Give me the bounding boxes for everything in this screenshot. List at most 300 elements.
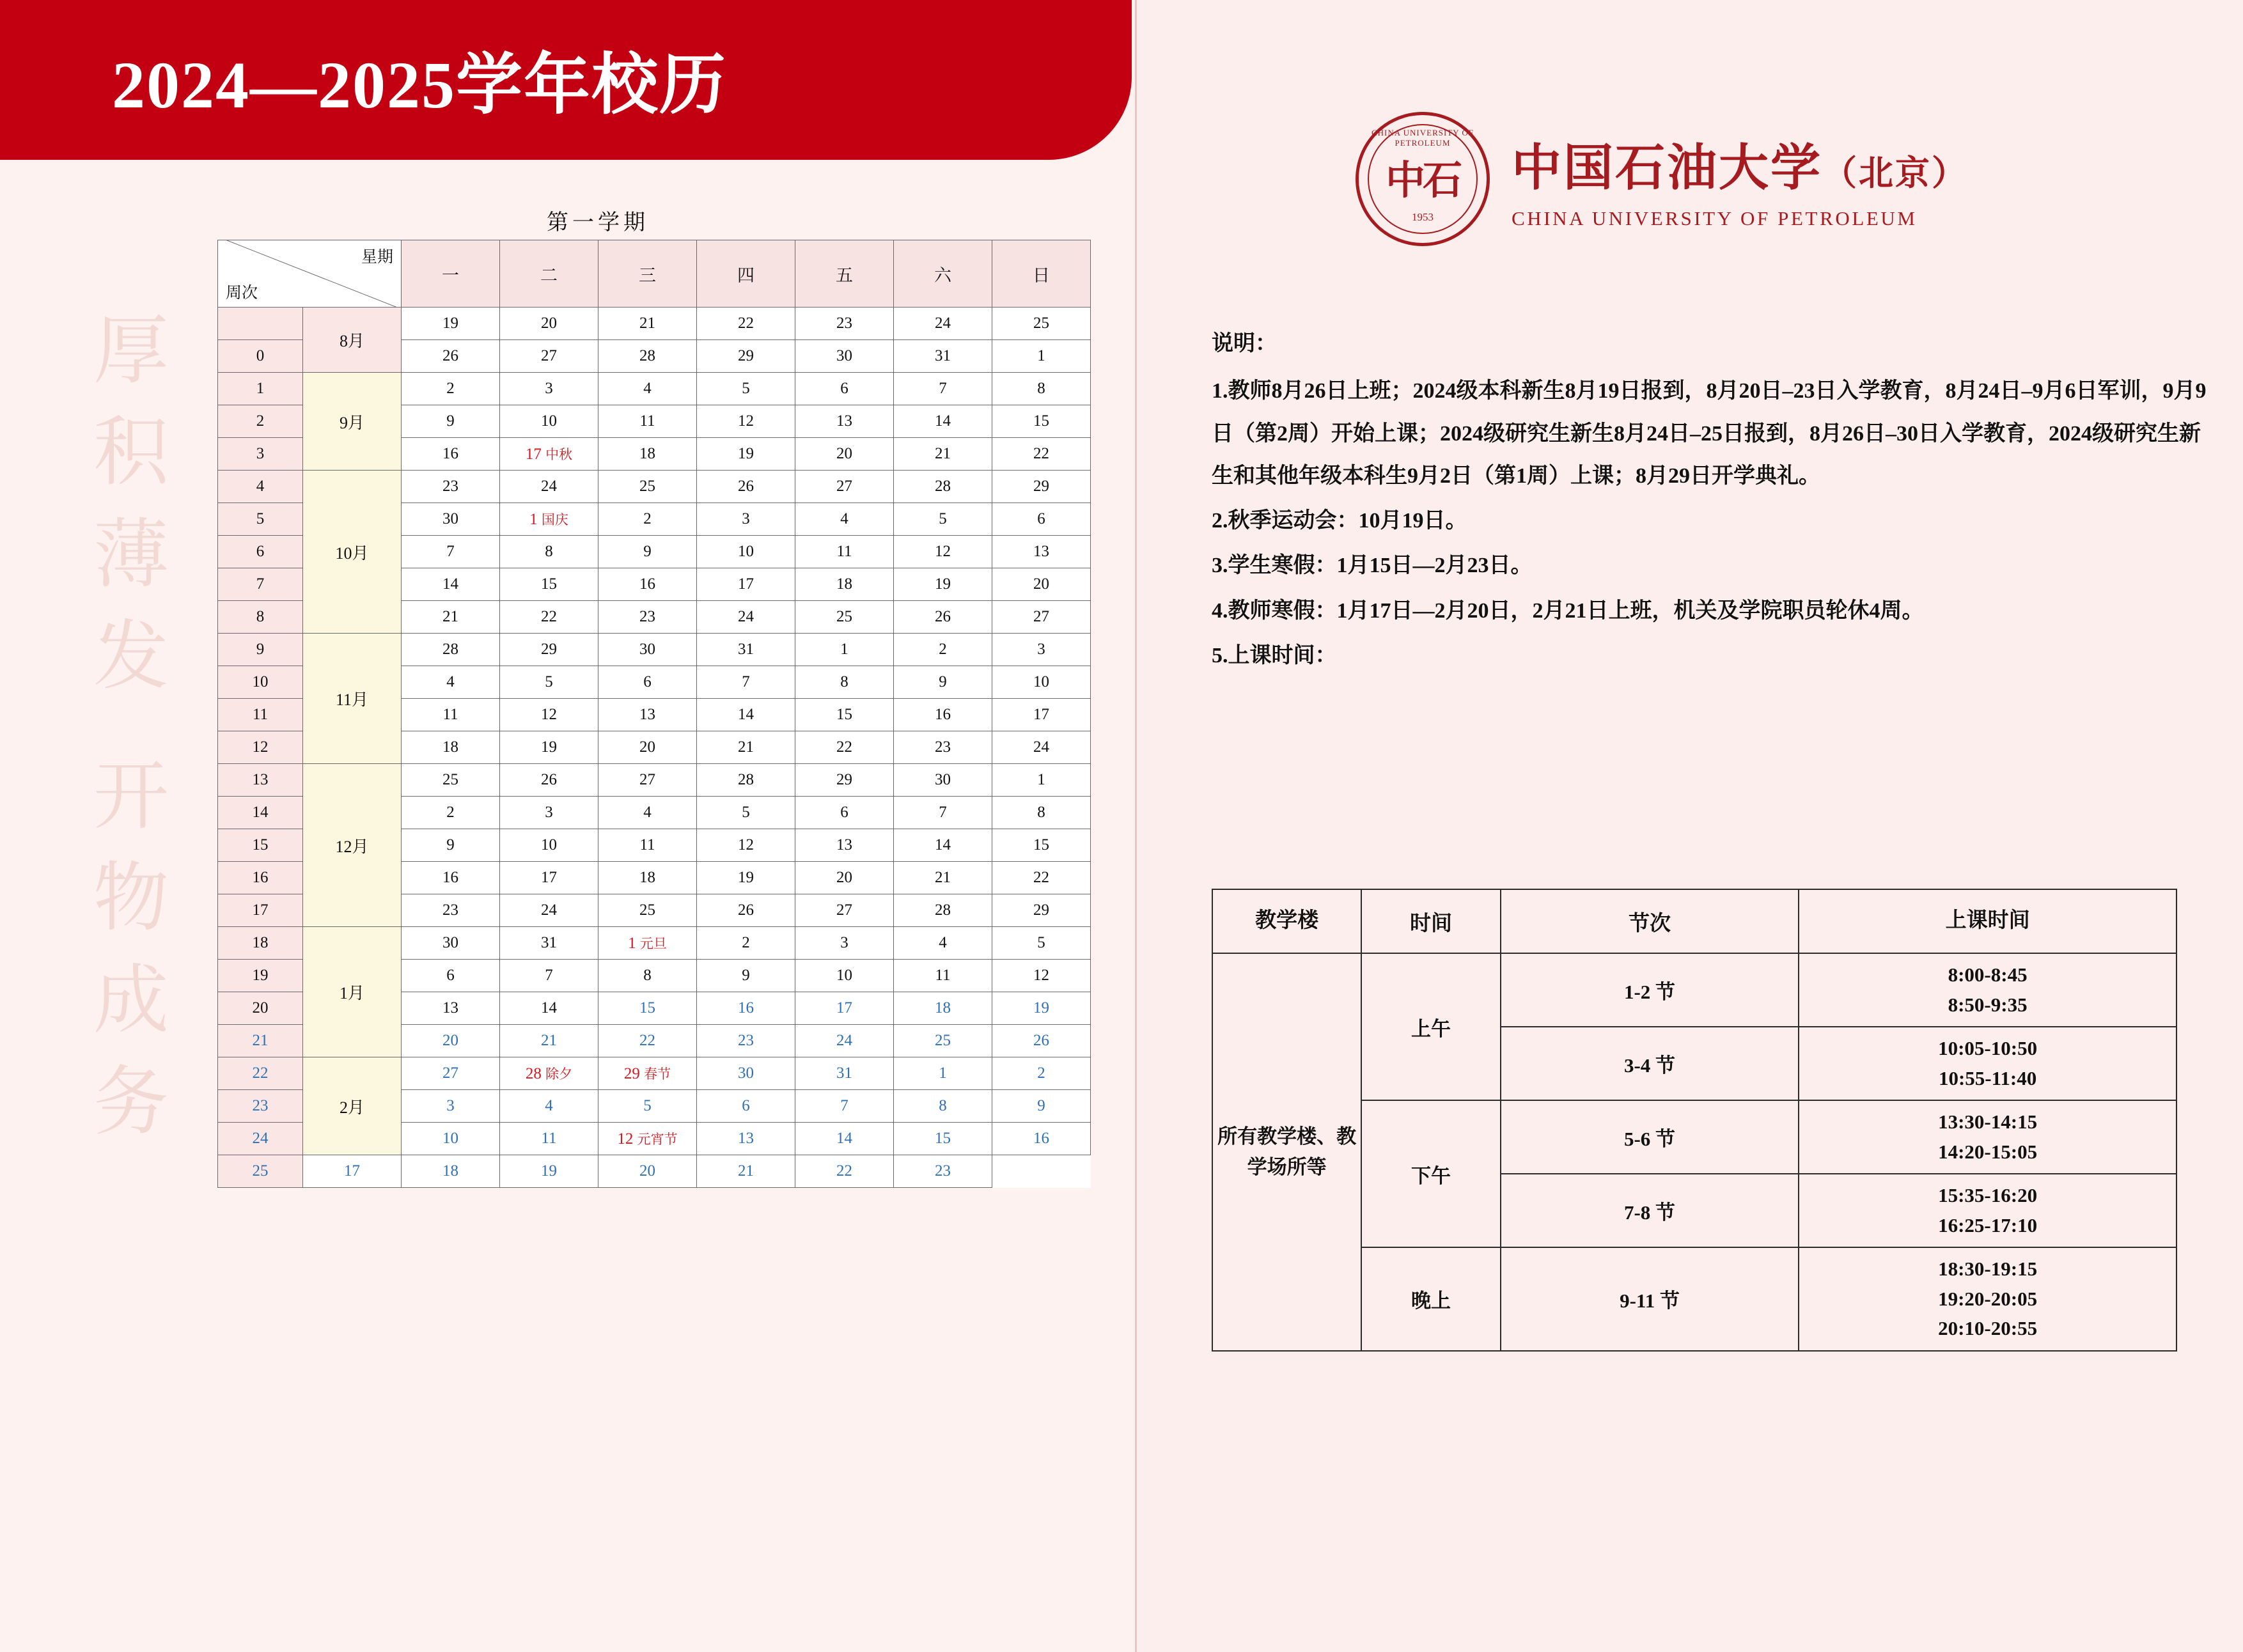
calendar-day-cell: 13: [402, 992, 500, 1025]
calendar-day-cell: 16: [697, 992, 795, 1025]
calendar-row: [218, 1057, 1091, 1090]
week-number-cell: 5: [218, 503, 303, 536]
week-number-cell: 2: [218, 405, 303, 438]
calendar-day-cell: 1: [795, 634, 894, 666]
calendar-day-cell: 30: [598, 634, 697, 666]
calendar-day-cell: 9: [894, 666, 992, 699]
calendar-day-cell: 5: [697, 373, 795, 405]
calendar-day-cell: 20: [402, 1025, 500, 1057]
weekday-header-1: 一: [402, 240, 500, 308]
schedule-clock-line-0: 15:35-16:20: [1938, 1184, 2038, 1206]
calendar-day-cell: 10: [500, 829, 598, 862]
calendar-day-cell: [500, 1057, 598, 1090]
calendar-day-cell: 25: [598, 894, 697, 927]
calendar-day-cell: 30: [402, 927, 500, 960]
calendar-day-cell: 26: [697, 471, 795, 503]
calendar-day-cell: 12: [697, 829, 795, 862]
schedule-clock-line-2: 20:10-20:55: [1938, 1317, 2038, 1339]
university-logo: [1356, 112, 1968, 246]
month-label-cell: 8月: [303, 308, 402, 373]
calendar-day-cell: 28: [402, 634, 500, 666]
calendar-day-cell: 10: [992, 666, 1091, 699]
calendar-day-cell: 13: [992, 536, 1091, 568]
calendar-day-cell: 29: [992, 894, 1091, 927]
calendar-day-cell: 28: [697, 764, 795, 797]
calendar-day-cell: 19: [697, 862, 795, 894]
calendar-day-cell: 20: [992, 568, 1091, 601]
calendar-day-cell: 23: [402, 471, 500, 503]
calendar-day-cell: 14: [894, 405, 992, 438]
calendar-day-cell: 18: [402, 731, 500, 764]
calendar-day-cell: 4: [402, 666, 500, 699]
notes-section: [1212, 323, 2209, 680]
calendar-corner-cell: [218, 240, 402, 308]
schedule-body: [1212, 953, 2177, 1351]
notes-list: [1212, 370, 2209, 677]
calendar-day-cell: 24: [992, 731, 1091, 764]
calendar-day-cell: 16: [402, 438, 500, 471]
calendar-day-cell: 30: [795, 340, 894, 373]
watermark-char-2: 薄: [93, 513, 169, 597]
calendar-day-cell: 23: [894, 1155, 992, 1188]
calendar-day-cell: 23: [795, 308, 894, 340]
weekday-header-3: 三: [598, 240, 697, 308]
calendar-day-cell: 14: [697, 699, 795, 731]
calendar-day-cell: 23: [402, 894, 500, 927]
calendar-day-cell: 8: [795, 666, 894, 699]
week-number-cell: 11: [218, 699, 303, 731]
schedule-time-cell: 晚上: [1361, 1247, 1501, 1351]
schedule-clock-line-1: 14:20-15:05: [1938, 1140, 2038, 1163]
calendar-day-cell: 8: [992, 373, 1091, 405]
calendar-day-cell: 12: [894, 536, 992, 568]
schedule-period-cell: 5-6 节: [1501, 1100, 1799, 1174]
festival-label: 中秋: [545, 447, 573, 462]
festival-label: 春节: [644, 1066, 671, 1082]
day-number: 1: [628, 935, 640, 952]
schedule-clock-cell: [1799, 1247, 2177, 1351]
calendar-day-cell: 11: [598, 829, 697, 862]
calendar-day-cell: 17: [795, 992, 894, 1025]
schedule-period-cell: 7-8 节: [1501, 1174, 1799, 1247]
watermark-char-3: 发: [93, 614, 169, 699]
calendar-day-cell: 2: [697, 927, 795, 960]
calendar-day-cell: [598, 927, 697, 960]
calendar-day-cell: 3: [402, 1090, 500, 1123]
schedule-period-cell: 1-2 节: [1501, 953, 1799, 1027]
festival-label: 除夕: [545, 1066, 573, 1082]
calendar-day-cell: 25: [894, 1025, 992, 1057]
week-number-cell: 7: [218, 568, 303, 601]
calendar-day-cell: 6: [795, 797, 894, 829]
calendar-day-cell: 1: [992, 340, 1091, 373]
calendar-day-cell: 3: [697, 503, 795, 536]
calendar-day-cell: 27: [598, 764, 697, 797]
calendar-day-cell: 20: [795, 862, 894, 894]
calendar-day-cell: 27: [795, 894, 894, 927]
calendar-day-cell: 11: [500, 1123, 598, 1155]
week-number-cell: 8: [218, 601, 303, 634]
calendar-day-cell: 13: [795, 829, 894, 862]
class-time-table: [1212, 889, 2177, 1352]
calendar-day-cell: 28: [598, 340, 697, 373]
calendar-day-cell: 15: [500, 568, 598, 601]
calendar-day-cell: 3: [992, 634, 1091, 666]
calendar-day-cell: 29: [697, 340, 795, 373]
calendar-day-cell: 3: [795, 927, 894, 960]
calendar-day-cell: 21: [500, 1025, 598, 1057]
calendar-day-cell: 10: [697, 536, 795, 568]
calendar-day-cell: 27: [992, 601, 1091, 634]
month-label-cell: 10月: [303, 471, 402, 634]
calendar-day-cell: 21: [402, 601, 500, 634]
calendar-day-cell: 31: [500, 927, 598, 960]
corner-label-week: 周次: [226, 284, 258, 302]
calendar-day-cell: 20: [598, 731, 697, 764]
schedule-header-time: 时间: [1361, 889, 1501, 953]
calendar-day-cell: 4: [598, 797, 697, 829]
calendar-day-cell: 26: [697, 894, 795, 927]
calendar-day-cell: 8: [894, 1090, 992, 1123]
calendar-day-cell: 9: [598, 536, 697, 568]
calendar-day-cell: 5: [697, 797, 795, 829]
week-number-cell: 9: [218, 634, 303, 666]
week-number-cell: 25: [218, 1155, 303, 1188]
week-number-cell: 18: [218, 927, 303, 960]
calendar-day-cell: 1: [992, 764, 1091, 797]
calendar-day-cell: 26: [894, 601, 992, 634]
calendar-day-cell: 18: [598, 438, 697, 471]
calendar-day-cell: [598, 1057, 697, 1090]
day-number: 17: [525, 446, 546, 463]
right-panel: [1135, 0, 2243, 1652]
schedule-time-cell: 下午: [1361, 1100, 1501, 1247]
calendar-day-cell: 19: [697, 438, 795, 471]
week-number-cell: 17: [218, 894, 303, 927]
note-item-1: 1.教师8月26日上班；2024级本科新生8月19日报到，8月20日–23日入学教育，8月24日–9月6日军训，9月9日（第2周）开始上课；2024级研究生新生8月24日–25日报到，8月26日–30日入学教育，2024级研究生新生和其他年级本科生9月2日（第1周）上课；8月29日开学典礼。: [1212, 379, 2207, 488]
week-number-cell: 6: [218, 536, 303, 568]
watermark-calligraphy: [58, 300, 205, 1153]
day-number: 12: [617, 1130, 637, 1148]
calendar-day-cell: [598, 1123, 697, 1155]
schedule-clock-line-0: 10:05-10:50: [1938, 1037, 2038, 1059]
month-label-cell: 9月: [303, 373, 402, 471]
calendar-day-cell: 27: [402, 1057, 500, 1090]
week-number-cell: 19: [218, 960, 303, 992]
calendar-day-cell: 24: [795, 1025, 894, 1057]
calendar-day-cell: 15: [598, 992, 697, 1025]
page-title: 2024—2025学年校历: [112, 49, 728, 122]
schedule-clock-line-0: 18:30-19:15: [1938, 1258, 2038, 1280]
calendar-day-cell: 19: [402, 308, 500, 340]
schedule-clock-line-1: 8:50-9:35: [1948, 993, 2028, 1016]
day-number: 29: [623, 1065, 645, 1082]
calendar-day-cell: 15: [795, 699, 894, 731]
calendar-day-cell: 30: [697, 1057, 795, 1090]
calendar-day-cell: 6: [992, 503, 1091, 536]
calendar-day-cell: 28: [894, 471, 992, 503]
seal-mark: 中石: [1385, 159, 1460, 203]
week-number-cell: 20: [218, 992, 303, 1025]
calendar-day-cell: 23: [598, 601, 697, 634]
schedule-clock-line-1: 10:55-11:40: [1938, 1066, 2037, 1089]
calendar-day-cell: 10: [402, 1123, 500, 1155]
calendar-day-cell: 2: [402, 797, 500, 829]
university-name-cn: [1512, 128, 1968, 199]
festival-label: 元旦: [639, 936, 667, 951]
calendar-day-cell: 17: [500, 862, 598, 894]
calendar-day-cell: 8: [500, 536, 598, 568]
calendar-day-cell: 2: [598, 503, 697, 536]
calendar-day-cell: 23: [697, 1025, 795, 1057]
calendar-day-cell: 9: [992, 1090, 1091, 1123]
calendar-day-cell: 19: [894, 568, 992, 601]
calendar-day-cell: 16: [598, 568, 697, 601]
academic-calendar-table: [217, 240, 1091, 1188]
calendar-day-cell: 22: [992, 862, 1091, 894]
title-banner: [0, 0, 1132, 160]
calendar-day-cell: 22: [992, 438, 1091, 471]
calendar-day-cell: 24: [697, 601, 795, 634]
calendar-day-cell: 12: [697, 405, 795, 438]
calendar-day-cell: 5: [992, 927, 1091, 960]
university-name-en: CHINA UNIVERSITY OF PETROLEUM: [1512, 207, 1918, 230]
calendar-day-cell: 4: [795, 503, 894, 536]
watermark-char-1: 积: [93, 411, 169, 495]
calendar-day-cell: 31: [697, 634, 795, 666]
calendar-day-cell: 13: [598, 699, 697, 731]
calendar-day-cell: 24: [500, 894, 598, 927]
calendar-day-cell: 18: [402, 1155, 500, 1188]
calendar-day-cell: 22: [795, 1155, 894, 1188]
calendar-day-cell: 4: [894, 927, 992, 960]
schedule-clock-line-0: 8:00-8:45: [1948, 963, 2028, 986]
watermark-char-5: 物: [93, 857, 169, 941]
calendar-day-cell: 27: [795, 471, 894, 503]
calendar-day-cell: 31: [894, 340, 992, 373]
day-number: 28: [525, 1065, 546, 1082]
calendar-day-cell: 22: [598, 1025, 697, 1057]
note-item-2: 2.秋季运动会：10月19日。: [1212, 509, 1467, 533]
calendar-day-cell: 12: [500, 699, 598, 731]
calendar-day-cell: 1: [894, 1057, 992, 1090]
schedule-clock-cell: [1799, 1027, 2177, 1100]
schedule-clock-line-1: 16:25-17:10: [1938, 1213, 2038, 1236]
calendar-day-cell: 18: [894, 992, 992, 1025]
watermark-char-7: 务: [93, 1061, 169, 1145]
calendar-day-cell: 11: [598, 405, 697, 438]
calendar-day-cell: 14: [402, 568, 500, 601]
calendar-day-cell: 2: [402, 373, 500, 405]
week-number-cell: 15: [218, 829, 303, 862]
calendar-day-cell: 5: [500, 666, 598, 699]
calendar-day-cell: 3: [500, 373, 598, 405]
weekday-header-4: 四: [697, 240, 795, 308]
calendar-day-cell: 29: [500, 634, 598, 666]
calendar-day-cell: 8: [992, 797, 1091, 829]
calendar-day-cell: 8: [598, 960, 697, 992]
seal-year: 1953: [1412, 211, 1434, 223]
month-label-cell: 2月: [303, 1057, 402, 1155]
calendar-day-cell: 22: [697, 308, 795, 340]
schedule-time-cell: 上午: [1361, 953, 1501, 1100]
calendar-row: [218, 308, 1091, 340]
calendar-day-cell: 15: [992, 829, 1091, 862]
university-name-cn-main: 中国石油大学: [1512, 140, 1823, 196]
calendar-day-cell: 21: [697, 731, 795, 764]
calendar-day-cell: 20: [795, 438, 894, 471]
calendar-day-cell: 7: [894, 373, 992, 405]
calendar-day-cell: 29: [992, 471, 1091, 503]
calendar-day-cell: 29: [795, 764, 894, 797]
calendar-day-cell: 19: [500, 1155, 598, 1188]
calendar-day-cell: 21: [894, 862, 992, 894]
month-label-cell: 12月: [303, 764, 402, 927]
calendar-day-cell: 25: [795, 601, 894, 634]
weekday-header-2: 二: [500, 240, 598, 308]
calendar-day-cell: 17: [992, 699, 1091, 731]
calendar-body: [218, 308, 1091, 1188]
note-item-4: 4.教师寒假：1月17日––2月20日，2月21日上班，机关及学院职员轮休4周。: [1212, 598, 1924, 623]
calendar-day-cell: 16: [992, 1123, 1091, 1155]
calendar-day-cell: 7: [500, 960, 598, 992]
calendar-day-cell: 27: [500, 340, 598, 373]
calendar-day-cell: 26: [402, 340, 500, 373]
calendar-day-cell: 14: [500, 992, 598, 1025]
calendar-day-cell: 19: [992, 992, 1091, 1025]
calendar-day-cell: 5: [894, 503, 992, 536]
calendar-day-cell: 30: [894, 764, 992, 797]
calendar-day-cell: 11: [795, 536, 894, 568]
week-number-cell: 3: [218, 438, 303, 471]
calendar-day-cell: 4: [598, 373, 697, 405]
week-number-cell: 12: [218, 731, 303, 764]
schedule-header-building: 教学楼: [1212, 889, 1361, 953]
week-number-cell: 16: [218, 862, 303, 894]
calendar-row: [218, 373, 1091, 405]
watermark-char-6: 成: [93, 958, 169, 1043]
week-number-cell: 14: [218, 797, 303, 829]
schedule-clock-line-1: 19:20-20:05: [1938, 1287, 2038, 1310]
calendar-day-cell: 18: [598, 862, 697, 894]
schedule-clock-line-0: 13:30-14:15: [1938, 1110, 2038, 1133]
calendar-day-cell: 7: [697, 666, 795, 699]
calendar-day-cell: 6: [697, 1090, 795, 1123]
calendar-row: [218, 471, 1091, 503]
seal-top-text: CHINA UNIVERSITY OF PETROLEUM: [1371, 128, 1474, 148]
week-number-cell: 13: [218, 764, 303, 797]
calendar-day-cell: 21: [697, 1155, 795, 1188]
note-item-3: 3.学生寒假：1月15日––2月23日。: [1212, 554, 1533, 578]
calendar-day-cell: 23: [894, 731, 992, 764]
calendar-day-cell: 14: [795, 1123, 894, 1155]
calendar-day-cell: 14: [894, 829, 992, 862]
month-label-cell: 1月: [303, 927, 402, 1057]
calendar-day-cell: 25: [598, 471, 697, 503]
calendar-day-cell: 6: [598, 666, 697, 699]
calendar-day-cell: 25: [402, 764, 500, 797]
calendar-day-cell: 16: [894, 699, 992, 731]
festival-label: 国庆: [541, 512, 568, 527]
calendar-day-cell: 16: [402, 862, 500, 894]
day-number: 1: [529, 511, 542, 528]
calendar-day-cell: 25: [992, 308, 1091, 340]
calendar-day-cell: 13: [697, 1123, 795, 1155]
calendar-day-cell: 3: [500, 797, 598, 829]
week-number-cell: 10: [218, 666, 303, 699]
university-campus-cn: （北京）: [1822, 154, 1969, 192]
schedule-clock-cell: [1799, 953, 2177, 1027]
calendar-day-cell: 19: [500, 731, 598, 764]
calendar-day-cell: 22: [500, 601, 598, 634]
calendar-day-cell: 9: [402, 405, 500, 438]
panel-divider: [1135, 0, 1137, 1652]
calendar-day-cell: 6: [402, 960, 500, 992]
watermark-char-4: 开: [93, 755, 169, 839]
calendar-day-cell: 7: [795, 1090, 894, 1123]
calendar-day-cell: 11: [894, 960, 992, 992]
calendar-day-cell: 18: [795, 568, 894, 601]
calendar-day-cell: 26: [992, 1025, 1091, 1057]
calendar-header-row: [218, 240, 1091, 308]
calendar-day-cell: 21: [598, 308, 697, 340]
calendar-day-cell: 30: [402, 503, 500, 536]
semester-label: 第一学期: [547, 211, 649, 235]
calendar-day-cell: 17: [697, 568, 795, 601]
weekday-header-5: 五: [795, 240, 894, 308]
calendar-day-cell: 26: [500, 764, 598, 797]
calendar-day-cell: 31: [795, 1057, 894, 1090]
calendar-day-cell: 12: [992, 960, 1091, 992]
calendar-day-cell: 20: [500, 308, 598, 340]
calendar-day-cell: 7: [894, 797, 992, 829]
schedule-header-clock: 上课时间: [1799, 889, 2177, 953]
week-number-cell: 1: [218, 373, 303, 405]
calendar-day-cell: 28: [894, 894, 992, 927]
week-number-cell: 23: [218, 1090, 303, 1123]
calendar-day-cell: [500, 503, 598, 536]
watermark-char-0: 厚: [93, 309, 169, 393]
note-item-5: 5.上课时间：: [1212, 644, 1337, 668]
notes-heading: 说明：: [1212, 332, 1277, 355]
calendar-day-cell: 10: [500, 405, 598, 438]
calendar-day-cell: 15: [992, 405, 1091, 438]
schedule-building-cell: 所有教学楼、教学场所等: [1212, 953, 1361, 1351]
calendar-day-cell: 4: [500, 1090, 598, 1123]
calendar-day-cell: 21: [894, 438, 992, 471]
calendar-day-cell: 15: [894, 1123, 992, 1155]
calendar-day-cell: 9: [402, 829, 500, 862]
calendar-day-cell: 2: [992, 1057, 1091, 1090]
university-seal-icon: [1356, 112, 1490, 246]
calendar-day-cell: 10: [795, 960, 894, 992]
calendar-day-cell: 13: [795, 405, 894, 438]
calendar-row: [218, 634, 1091, 666]
calendar-day-cell: 5: [598, 1090, 697, 1123]
week-number-cell: 24: [218, 1123, 303, 1155]
schedule-header-row: [1212, 889, 2177, 953]
calendar-day-cell: [500, 438, 598, 471]
weekday-header-7: 日: [992, 240, 1091, 308]
schedule-clock-cell: [1799, 1100, 2177, 1174]
calendar-day-cell: 11: [402, 699, 500, 731]
week-number-cell: 22: [218, 1057, 303, 1090]
corner-label-weekday: 星期: [361, 249, 393, 266]
calendar-day-cell: 24: [500, 471, 598, 503]
calendar-row: [218, 927, 1091, 960]
calendar-day-cell: 24: [894, 308, 992, 340]
week-number-cell: 4: [218, 471, 303, 503]
